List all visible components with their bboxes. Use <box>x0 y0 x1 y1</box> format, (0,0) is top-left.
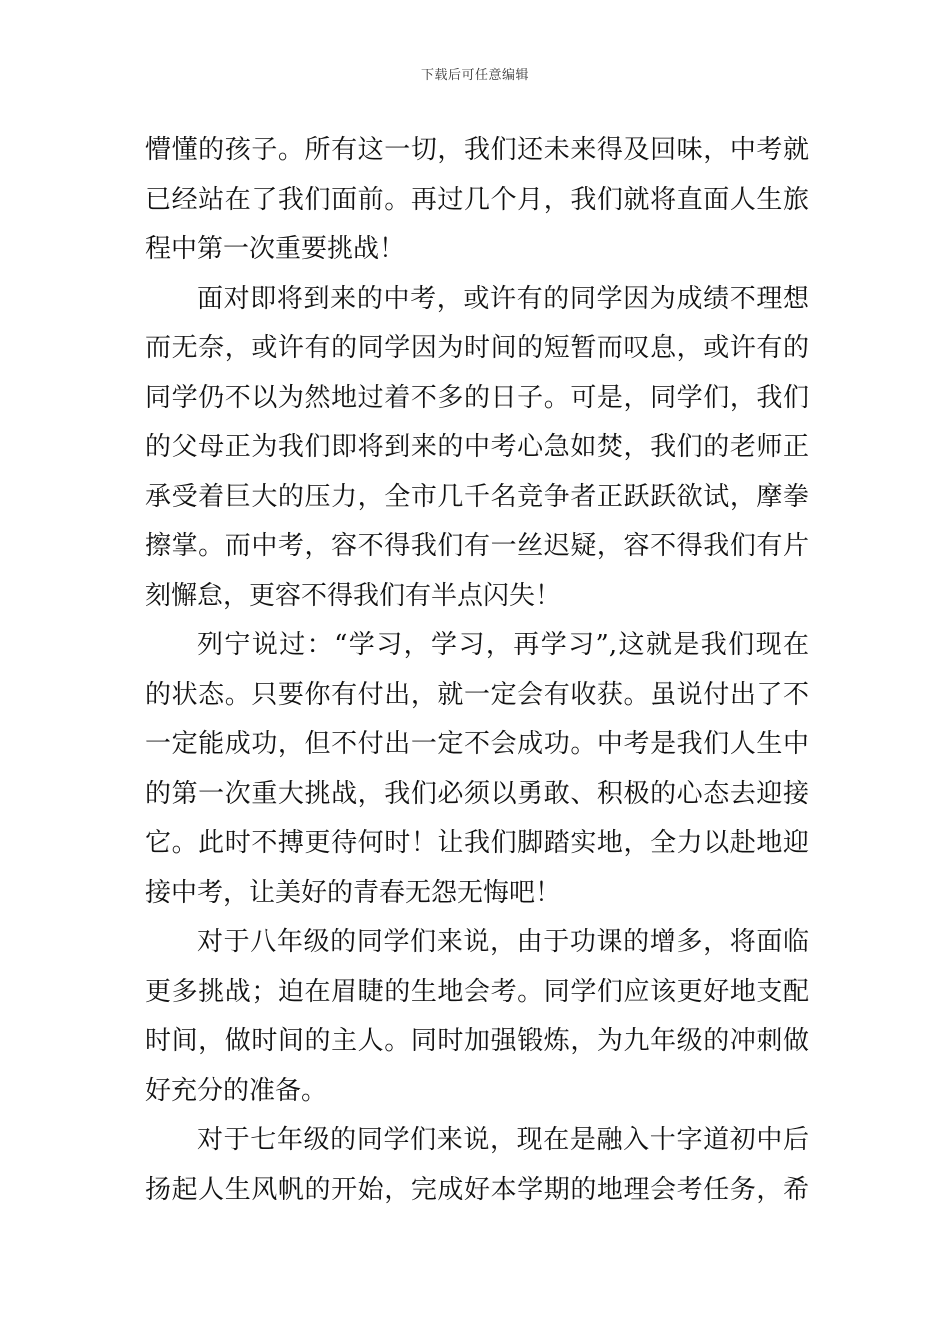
text-line: 的第一次重大挑战，我们必须以勇敢、积极的心态去迎接 <box>145 778 809 809</box>
paragraph-first-line: 对于八年级的同学们来说，由于功课的增多，将面临 <box>197 927 809 957</box>
text-line: 一定能成功，但不付出一定不会成功。中考是我们人生中 <box>145 729 809 759</box>
text-line: 已经站在了我们面前。再过几个月，我们就将直面人生旅 <box>145 184 809 215</box>
page-header: 下载后可任意编辑 <box>420 68 529 83</box>
paragraph-first-line: 面对即将到来的中考，或许有的同学因为成绩不理想 <box>197 283 809 314</box>
text-line: 而无奈，或许有的同学因为时间的短暂而叹息，或许有的 <box>145 333 809 363</box>
text-line: 它。此时不搏更待何时！让我们脚踏实地，全力以赴地迎 <box>145 828 809 858</box>
paragraph-first-line: 列宁说过：“学习，学习，再学习”,这就是我们现在 <box>197 630 809 660</box>
text-line: 的状态。只要你有付出，就一定会有收获。虽说付出了不 <box>145 679 809 710</box>
text-line: 更多挑战；迫在眉睫的生地会考。同学们应该更好地支配 <box>145 976 809 1007</box>
text-line: 擦掌。而中考，容不得我们有一丝迟疑，容不得我们有片 <box>145 531 809 561</box>
text-line: 的父母正为我们即将到来的中考心急如焚，我们的老师正 <box>145 432 809 462</box>
paragraph-first-line: 对于七年级的同学们来说，现在是融入十字道初中后 <box>197 1125 809 1155</box>
text-line: 时间，做时间的主人。同时加强锻炼，为九年级的冲刺做 <box>145 1026 809 1056</box>
text-line: 同学仍不以为然地过着不多的日子。可是，同学们，我们 <box>145 382 809 413</box>
text-line: 接中考，让美好的青春无怨无悔吧！ <box>145 877 562 908</box>
text-line: 扬起人生风帆的开始，完成好本学期的地理会考任务，希 <box>145 1174 809 1205</box>
document-body <box>145 126 809 1215</box>
text-line: 懵懂的孩子。所有这一切，我们还未来得及回味，中考就 <box>145 135 809 165</box>
text-line: 承受着巨大的压力，全市几千名竞争者正跃跃欲试，摩拳 <box>145 481 809 512</box>
text-line: 刻懈怠，更容不得我们有半点闪失！ <box>145 580 562 611</box>
text-line: 好充分的准备。 <box>145 1075 328 1106</box>
text-line: 程中第一次重要挑战！ <box>145 234 406 264</box>
